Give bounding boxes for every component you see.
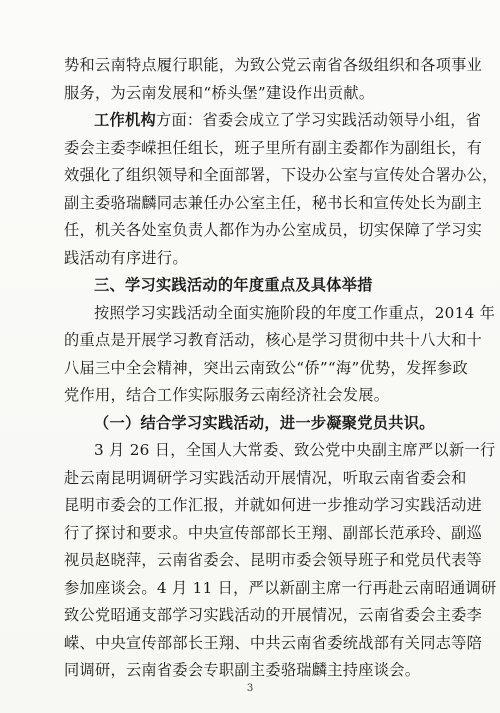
paragraph-research-visits — [64, 437, 497, 685]
text-line: 势和云南特点履行职能，为致公党云南省各级组织和各项事业 — [64, 56, 483, 74]
text-line: 八届三中全会精神，突出云南致公“侨”“海”优势，发挥参政 — [64, 358, 468, 377]
text-line: 副主委骆瑞麟同志兼任办公室主任，秘书长和宣传处长为副主 — [64, 193, 483, 212]
paragraph-annual-focus — [64, 300, 496, 410]
section-heading: 三、学习实践活动的年度重点及具体举措 — [94, 276, 373, 294]
text-line: 的重点是开展学习教育活动，核心是学习贯彻中共十八大和十 — [64, 331, 483, 349]
text-line: 任，机关各处室负责人都作为办公室成员，切实保障了学习实 — [64, 221, 483, 239]
text-line: 嵘、中央宣传部部长王翔、中共云南省委统战部有关同志等陪 — [64, 633, 483, 652]
page-number: 3 — [246, 683, 254, 694]
paragraph-continuation — [64, 52, 483, 107]
paragraph-lead: 工作机构 — [94, 111, 156, 129]
text-line: 赴云南昆明调研学习实践活动开展情况，听取云南省委会和 — [64, 468, 467, 487]
text-line: 行了探讨和要求。中央宣传部部长王翔、副部长范承玲、副巡 — [64, 523, 483, 542]
text-line: 效强化了组织领导和全面部署，下设办公室与宣传处合署办公， — [64, 166, 498, 184]
text-line: 致公党昭通支部学习实践活动的开展情况，云南省委会主委李 — [64, 606, 483, 624]
text-line: 践活动有序进行。 — [64, 248, 188, 267]
text-line: 3 月 26 日，全国人大常委、致公党中央副主席严以新一行 — [94, 441, 496, 459]
paragraph-work-structure — [64, 107, 498, 272]
text-span: 方面：省委会成立了学习实践活动领导小组，省 — [155, 111, 482, 129]
text-line — [64, 107, 482, 135]
text-line: 按照学习实践活动全面实施阶段的年度工作重点，2014 年 — [94, 303, 496, 322]
text-line: 参加座谈会。4 月 11 日，严以新副主席一行再赴云南昭通调研 — [64, 578, 497, 597]
document-body — [64, 52, 498, 685]
text-line: 委会主委李嵘担任组长，班子里所有副主委都作为副组长，有 — [64, 138, 483, 157]
text-line: 视员赵晓萍，云南省委会、昆明市委会领导班子和党员代表等 — [64, 551, 483, 569]
text-line: 党作用，结合工作实际服务云南经济社会发展。 — [64, 386, 390, 404]
text-line: 同调研，云南省委会专职副主委骆瑞麟主持座谈会。 — [64, 661, 421, 679]
subsection-heading: （一）结合学习实践活动，进一步凝聚党员共识。 — [94, 413, 435, 432]
text-line: 服务，为云南发展和“桥头堡”建设作出贡献。 — [64, 83, 375, 102]
text-line: 昆明市委会的工作汇报，并就如何进一步推动学习实践活动进 — [64, 496, 483, 514]
